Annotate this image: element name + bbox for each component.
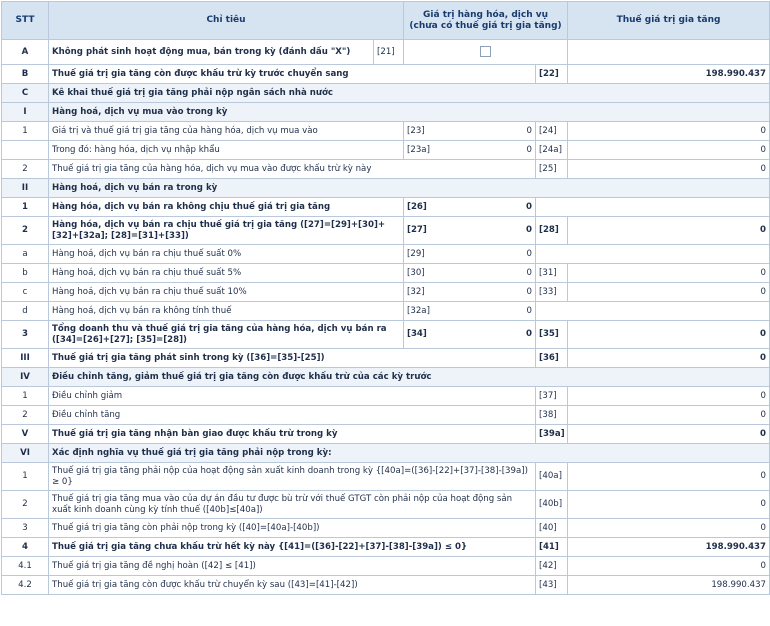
row-stt: A: [2, 40, 49, 65]
row-val-goods: 0: [526, 329, 533, 339]
row-stt: 2: [2, 491, 49, 519]
row-val-goods: 0: [526, 305, 533, 316]
row-value-goods[interactable]: [404, 198, 536, 217]
row-stt: 2: [2, 406, 49, 425]
row-label: Hàng hóa, dịch vụ bán ra chịu thuế giá trị gia tăng ([27]=[29]+[30]+[32]+[32a]; [28]=[31]+[33]): [49, 217, 404, 245]
row-code: [22]: [536, 65, 568, 84]
row-i-2: [2, 160, 770, 179]
row-code-tax: [42]: [536, 557, 568, 576]
row-code: [21]: [374, 40, 404, 65]
row-stt: VI: [2, 444, 49, 463]
row-label: Điều chỉnh tăng, giảm thuế giá trị gia tăng còn được khấu trừ của các kỳ trước: [49, 368, 770, 387]
row-code-tax: [37]: [536, 387, 568, 406]
row-c: [2, 84, 770, 103]
row-ii-a: [2, 245, 770, 264]
row-label: Giá trị và thuế giá trị gia tăng của hàng hóa, dịch vụ mua vào: [49, 122, 404, 141]
row-ii-b: [2, 264, 770, 283]
row-ii-1: [2, 198, 770, 217]
row-stt: 1: [2, 122, 49, 141]
row-ii: [2, 179, 770, 198]
row-stt: V: [2, 425, 49, 444]
row-val-goods: 0: [526, 267, 533, 278]
row-vi-2: [2, 491, 770, 519]
row-value-tax[interactable]: 0: [568, 160, 770, 179]
row-label: Thuế giá trị gia tăng nhận bàn giao được khấu trừ trong kỳ: [49, 425, 536, 444]
row-code-tax: [24]: [536, 122, 568, 141]
row-code-goods: [34]: [407, 329, 427, 339]
row-code-tax: [39a]: [536, 425, 568, 444]
row-label: Thuế giá trị gia tăng phải nộp của hoạt động sản xuất kinh doanh trong kỳ {[40a]=([36]-[22]+[37]-[38]-[39a]) ≥ 0}: [49, 463, 536, 491]
row-stt: I: [2, 103, 49, 122]
row-stt: 2: [2, 160, 49, 179]
row-stt: b: [2, 264, 49, 283]
row-code-goods: [30]: [407, 267, 425, 278]
row-value-tax[interactable]: 0: [568, 349, 770, 368]
row-label: Điều chỉnh tăng: [49, 406, 536, 425]
row-stt: d: [2, 302, 49, 321]
row-value-tax[interactable]: 0: [568, 122, 770, 141]
row-value-tax[interactable]: 0: [568, 463, 770, 491]
row-stt: [2, 141, 49, 160]
vat-declaration-table: [1, 1, 770, 595]
row-label: Thuế giá trị gia tăng còn được khấu trừ chuyển kỳ sau ([43]=[41]-[42]): [49, 576, 536, 595]
row-value-tax[interactable]: 0: [568, 264, 770, 283]
row-code-tax: [41]: [536, 538, 568, 557]
row-code-goods: [23]: [407, 125, 425, 136]
empty-cell: [536, 302, 770, 321]
row-label: Xác định nghĩa vụ thuế giá trị gia tăng phải nộp trong kỳ:: [49, 444, 770, 463]
row-code-tax: [40]: [536, 519, 568, 538]
row-value-tax[interactable]: 198.990.437: [568, 576, 770, 595]
row-code-tax: [40a]: [536, 463, 568, 491]
row-stt: 1: [2, 387, 49, 406]
no-activity-checkbox[interactable]: [480, 46, 491, 57]
row-val-goods: 0: [526, 144, 533, 155]
row-stt: 1: [2, 463, 49, 491]
row-value-goods[interactable]: [404, 141, 536, 160]
row-stt: 4.2: [2, 576, 49, 595]
row-label: Điều chỉnh giảm: [49, 387, 536, 406]
header-gia-tri-line1: Giá trị hàng hóa, dịch vụ: [423, 9, 549, 20]
row-v: [2, 425, 770, 444]
row-value-goods[interactable]: [404, 217, 536, 245]
row-code-tax: [25]: [536, 160, 568, 179]
row-stt: C: [2, 84, 49, 103]
row-label: Trong đó: hàng hóa, dịch vụ nhập khẩu: [49, 141, 404, 160]
row-stt: III: [2, 349, 49, 368]
row-label: Thuế giá trị gia tăng đề nghị hoàn ([42] ≤ [41]): [49, 557, 536, 576]
row-val-goods: 0: [526, 286, 533, 297]
header-stt: STT: [2, 2, 49, 40]
no-activity-checkbox-cell: [404, 40, 568, 65]
row-ii-d: [2, 302, 770, 321]
row-value-tax[interactable]: 198.990.437: [568, 538, 770, 557]
row-value-goods[interactable]: [404, 302, 536, 321]
row-code-tax: [24a]: [536, 141, 568, 160]
row-stt: 3: [2, 519, 49, 538]
row-stt: a: [2, 245, 49, 264]
header-chi-tieu: Chỉ tiêu: [49, 2, 404, 40]
row-ii-2: [2, 217, 770, 245]
row-value[interactable]: 198.990.437: [568, 65, 770, 84]
row-value-tax[interactable]: 0: [568, 557, 770, 576]
row-b: [2, 65, 770, 84]
row-stt: B: [2, 65, 49, 84]
row-stt: II: [2, 179, 49, 198]
row-label: Hàng hoá, dịch vụ bán ra chịu thuế suất 10%: [49, 283, 404, 302]
empty-cell: [568, 40, 770, 65]
row-code-tax: [35]: [536, 321, 568, 349]
row-stt: 2: [2, 217, 49, 245]
row-ii-3: [2, 321, 770, 349]
row-stt: 4: [2, 538, 49, 557]
row-value-goods[interactable]: [404, 264, 536, 283]
row-label: Không phát sinh hoạt động mua, bán trong kỳ (đánh dấu "X"): [49, 40, 374, 65]
row-code-goods: [26]: [407, 201, 427, 212]
row-label: Thuế giá trị gia tăng phát sinh trong kỳ ([36]=[35]-[25]): [49, 349, 536, 368]
row-code-tax: [28]: [536, 217, 568, 245]
row-ii-c: [2, 283, 770, 302]
row-i-1: [2, 122, 770, 141]
row-vi-4: [2, 538, 770, 557]
row-code-tax: [36]: [536, 349, 568, 368]
header-gia-tri: [404, 2, 568, 40]
empty-cell: [536, 245, 770, 264]
row-value-tax[interactable]: 0: [568, 283, 770, 302]
row-label: Hàng hoá, dịch vụ bán ra không tính thuế: [49, 302, 404, 321]
row-vi-3: [2, 519, 770, 538]
row-val-goods: 0: [526, 125, 533, 136]
row-stt: IV: [2, 368, 49, 387]
row-iv-2: [2, 406, 770, 425]
header-thue: Thuế giá trị gia tăng: [568, 2, 770, 40]
row-label: Hàng hoá, dịch vụ bán ra chịu thuế suất 5%: [49, 264, 404, 283]
row-iii: [2, 349, 770, 368]
row-label: Hàng hoá, dịch vụ bán ra trong kỳ: [49, 179, 770, 198]
empty-cell: [536, 198, 770, 217]
row-iv-1: [2, 387, 770, 406]
row-label: Thuế giá trị gia tăng chưa khấu trừ hết kỳ này {[41]=([36]-[22]+[37]-[38]-[39a]) ≤ 0}: [49, 538, 536, 557]
row-code-tax: [33]: [536, 283, 568, 302]
row-code-goods: [32a]: [407, 305, 430, 316]
row-label: Thuế giá trị gia tăng còn được khấu trừ kỳ trước chuyển sang: [49, 65, 536, 84]
row-value-tax[interactable]: 0: [568, 491, 770, 519]
row-code-tax: [40b]: [536, 491, 568, 519]
row-value-tax[interactable]: 0: [568, 387, 770, 406]
row-code-goods: [29]: [407, 248, 425, 259]
header-gia-tri-line2: (chưa có thuế giá trị gia tăng): [409, 20, 562, 31]
row-code-goods: [27]: [407, 225, 427, 235]
row-label: Thuế giá trị gia tăng của hàng hóa, dịch vụ mua vào được khấu trừ kỳ này: [49, 160, 536, 179]
row-value-goods[interactable]: [404, 283, 536, 302]
row-value-goods[interactable]: [404, 245, 536, 264]
row-stt: 3: [2, 321, 49, 349]
row-value-tax[interactable]: 0: [568, 321, 770, 349]
row-stt: 4.1: [2, 557, 49, 576]
row-value-tax[interactable]: 0: [568, 217, 770, 245]
row-stt: 1: [2, 198, 49, 217]
row-label: Hàng hóa, dịch vụ bán ra không chịu thuế giá trị gia tăng: [49, 198, 404, 217]
row-value-tax[interactable]: 0: [568, 141, 770, 160]
row-val-goods: 0: [526, 225, 533, 235]
row-vi: [2, 444, 770, 463]
row-label: Tổng doanh thu và thuế giá trị gia tăng của hàng hóa, dịch vụ bán ra ([34]=[26]+[27]; [35]=[28]): [49, 321, 404, 349]
row-stt: c: [2, 283, 49, 302]
row-label: Thuế giá trị gia tăng còn phải nộp trong kỳ ([40]=[40a]-[40b]): [49, 519, 536, 538]
row-vi-4-2: [2, 576, 770, 595]
row-value-tax[interactable]: 0: [568, 406, 770, 425]
row-value-goods[interactable]: [404, 321, 536, 349]
row-code-goods: [23a]: [407, 144, 430, 155]
row-val-goods: 0: [526, 248, 533, 259]
row-i-1a: [2, 141, 770, 160]
row-code-tax: [43]: [536, 576, 568, 595]
row-label: Hàng hoá, dịch vụ bán ra chịu thuế suất 0%: [49, 245, 404, 264]
row-code-tax: [38]: [536, 406, 568, 425]
row-a: [2, 40, 770, 65]
row-label: Kê khai thuế giá trị gia tăng phải nộp ngân sách nhà nước: [49, 84, 770, 103]
row-label: Hàng hoá, dịch vụ mua vào trong kỳ: [49, 103, 770, 122]
row-i: [2, 103, 770, 122]
row-iv: [2, 368, 770, 387]
row-value-tax[interactable]: 0: [568, 425, 770, 444]
row-val-goods: 0: [526, 201, 533, 212]
row-value-goods[interactable]: [404, 122, 536, 141]
row-value-tax[interactable]: 0: [568, 519, 770, 538]
row-label: Thuế giá trị gia tăng mua vào của dự án đầu tư được bù trừ với thuế GTGT còn phải nộp của hoạt động sản xuất kinh doanh cùng kỳ tính thuế ([40b]≤[40a]): [49, 491, 536, 519]
row-code-tax: [31]: [536, 264, 568, 283]
row-code-goods: [32]: [407, 286, 425, 297]
row-vi-1: [2, 463, 770, 491]
row-vi-4-1: [2, 557, 770, 576]
